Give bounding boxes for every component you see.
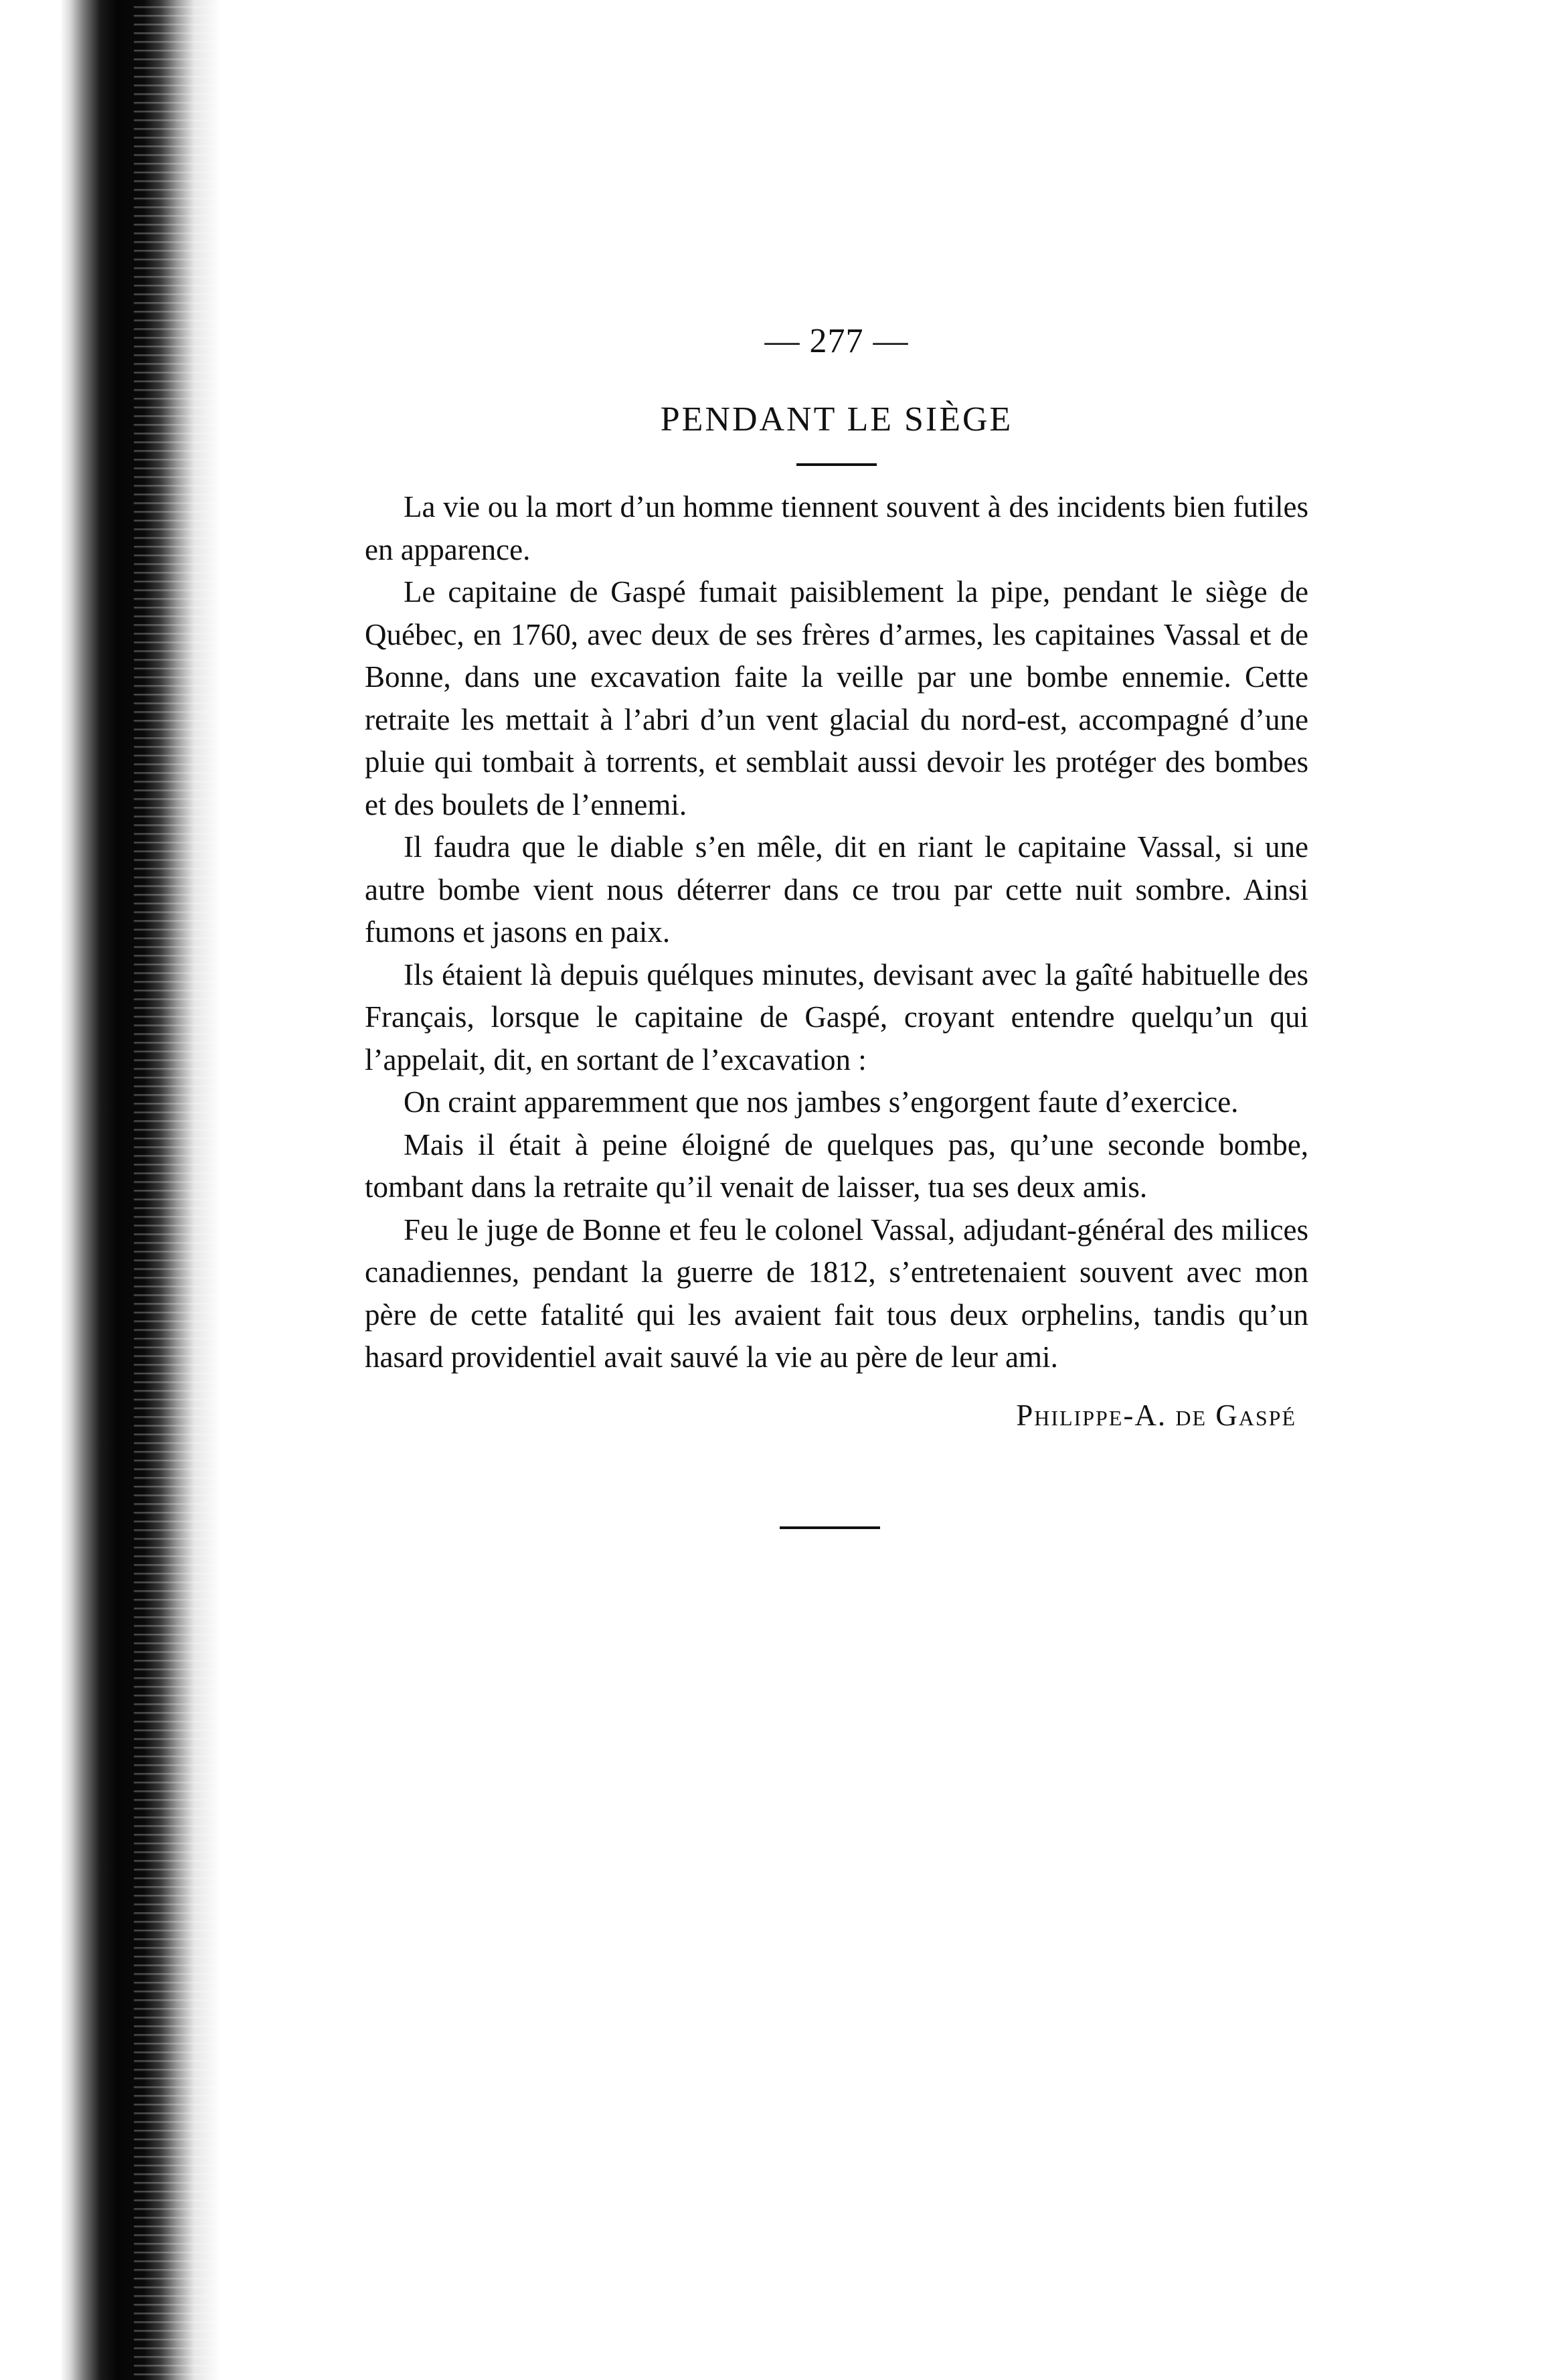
paragraph: Ils étaient là depuis quélques minutes, devisant avec la gaîté habituelle des Français, lorsque le capitaine de Gaspé, croyant entendre quelqu’un qui l’appelait, dit, en sortant de l’excavation : bbox=[365, 957, 1308, 1077]
paragraph: Feu le juge de Bonne et feu le colonel Vassal, adjudant-général des milices canadiennes, pendant la guerre de 1812, s’entretenaient souvent avec mon père de cette fatalité qui les avaient fait tous deux orphelins, tandis qu’un hasard providentiel avait sauvé la vie au père de leur ami. bbox=[365, 1212, 1308, 1374]
author-signature: Philippe-A. de Gaspé bbox=[1016, 1398, 1296, 1432]
end-divider bbox=[780, 1526, 880, 1529]
paragraph: Le capitaine de Gaspé fumait paisiblement la pipe, pendant le siège de Québec, en 1760, avec deux de ses frères d’armes, les capitaines Vassal et de Bonne, dans une excavation faite la veille par une bombe ennemie. Cette retraite les mettait à l’abri d’un vent glacial du nord-est, accompagné d’une pluie qui tombait à torrents, et semblait aussi devoir les protéger des bombes et des boulets de l’ennemi. bbox=[365, 575, 1308, 821]
paragraph: Mais il était à peine éloigné de quelques pas, qu’une seconde bombe, tombant dans la retraite qu’il venait de laisser, tua ses deux amis. bbox=[365, 1127, 1308, 1204]
body-text bbox=[365, 486, 1308, 1379]
paragraph: On craint apparemment que nos jambes s’engorgent faute d’exercice. bbox=[404, 1085, 1239, 1119]
paragraph: La vie ou la mort d’un homme tiennent souvent à des incidents bien futiles en apparence. bbox=[365, 490, 1308, 566]
binding-gutter-texture bbox=[134, 0, 214, 2380]
chapter-title: PENDANT LE SIÈGE bbox=[660, 400, 1013, 439]
book-page bbox=[365, 321, 1308, 1529]
page-number: — 277 — bbox=[764, 322, 909, 360]
paragraph: Il faudra que le diable s’en mêle, dit en riant le capitaine Vassal, si une autre bombe vient nous déterrer dans ce trou par cette nuit sombre. Ainsi fumons et jasons en paix. bbox=[365, 830, 1308, 949]
title-divider bbox=[796, 463, 877, 466]
